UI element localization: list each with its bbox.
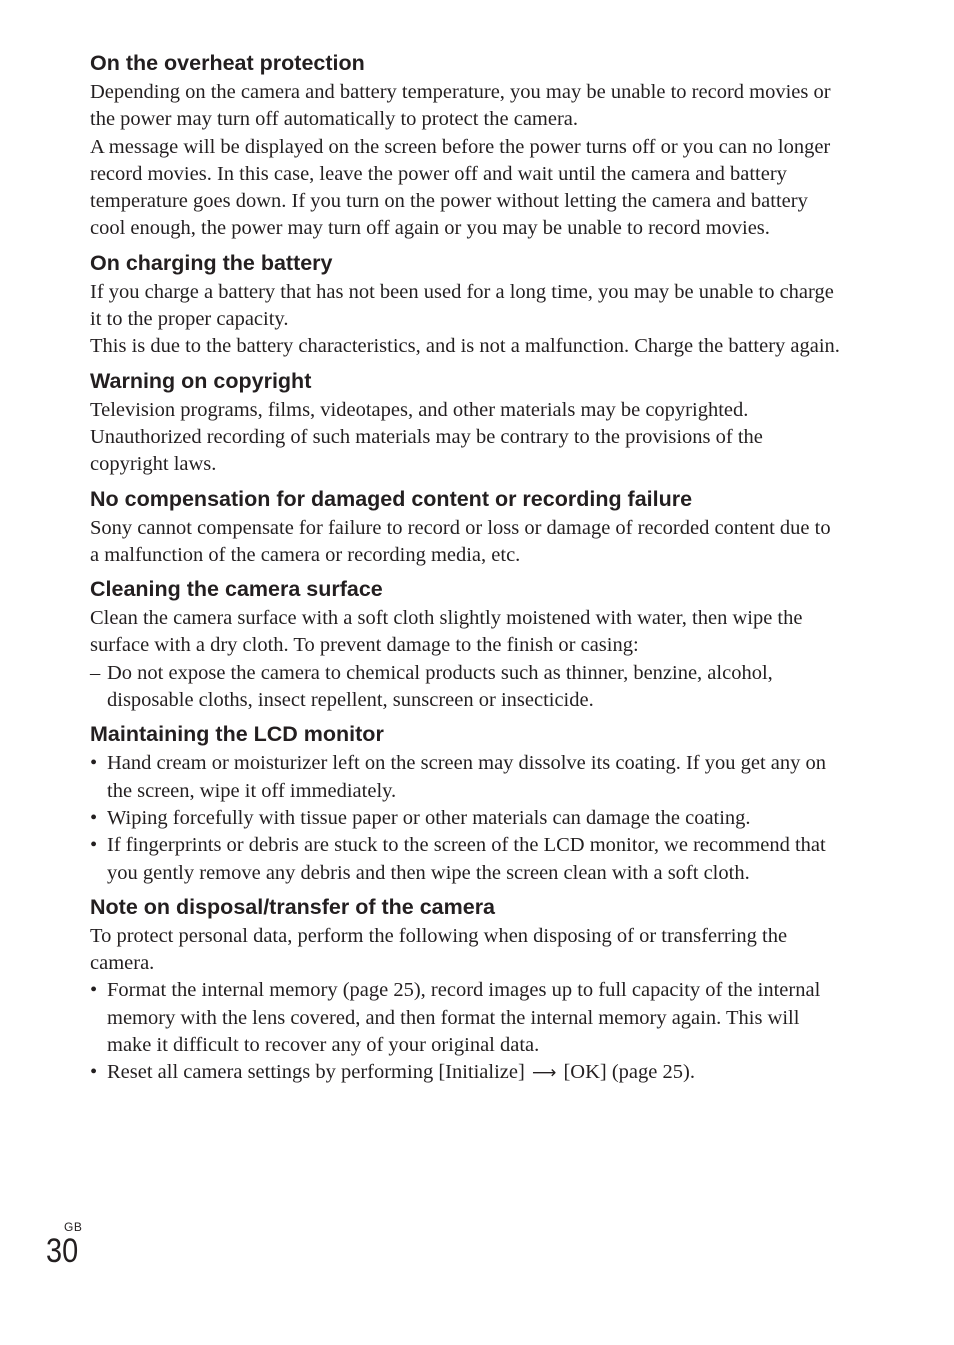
list-item <box>90 832 842 887</box>
list-item-text: Format the internal memory (page 25), record images up to full capacity of the internal memory with the lens covered, and then format the internal memory again. This will make it difficult to recover any of your original data. <box>107 979 821 1057</box>
list-item <box>90 660 842 715</box>
section-overheat-protection <box>90 50 842 243</box>
list-item-text: Reset all camera settings by performing [Initialize] <box>107 1061 525 1084</box>
bullet-list <box>90 977 842 1087</box>
section-cleaning-surface <box>90 576 842 714</box>
dash-marker: – <box>90 661 101 684</box>
dash-list <box>90 660 842 715</box>
paragraph: Television programs, films, videotapes, and other materials may be copyrighted. Unauthorized recording of such materials may be contrary to the provisions of the copyright laws. <box>90 398 763 476</box>
paragraph: This is due to the battery characteristics, and is not a malfunction. Charge the battery again. <box>90 335 840 358</box>
section-heading: No compensation for damaged content or recording failure <box>90 486 693 511</box>
list-item-text: If fingerprints or debris are stuck to the screen of the LCD monitor, we recommend that you gently remove any debris and then wipe the screen clean with a soft cloth. <box>107 834 826 884</box>
list-item <box>90 1059 842 1087</box>
list-item-text: Wiping forcefully with tissue paper or other materials can damage the coating. <box>107 806 751 829</box>
paragraph: Sony cannot compensate for failure to record or loss or damage of recorded content due to a malfunction of the camera or recording media, etc. <box>90 516 831 566</box>
section-heading: Warning on copyright <box>90 368 312 393</box>
page-number: 30 <box>46 1232 79 1270</box>
list-item <box>90 750 842 805</box>
list-item <box>90 805 842 832</box>
section-heading: On the overheat protection <box>90 51 365 75</box>
paragraph: Depending on the camera and battery temperature, you may be unable to record movies or the power may turn off automatically to protect the camera. <box>90 81 831 131</box>
bullet-marker: • <box>90 834 98 857</box>
list-item-text: Hand cream or moisturizer left on the screen may dissolve its coating. If you get any on the screen, wipe it off immediately. <box>107 752 826 802</box>
paragraph: A message will be displayed on the screen before the power turns off or you can no longer record movies. In this case, leave the power off and wait until the camera and battery temperature goes down. If you turn on the power without letting the camera and battery cool enough, the power may turn off again or you may be unable to record movies. <box>90 135 831 240</box>
paragraph: To protect personal data, perform the following when disposing of or transferring the camera. <box>90 924 788 975</box>
arrow-right-icon: ⟶ <box>531 1063 557 1084</box>
page-content <box>90 50 842 1095</box>
list-item-text: [OK] (page 25). <box>563 1061 695 1084</box>
paragraph: Clean the camera surface with a soft cloth slightly moistened with water, then wipe the surface with a dry cloth. To prevent damage to the finish or casing: <box>90 607 803 657</box>
list-item-text: Do not expose the camera to chemical products such as thinner, benzine, alcohol, disposable cloths, insect repellent, sunscreen or insecticide. <box>107 661 773 712</box>
section-lcd-monitor <box>90 721 842 886</box>
bullet-marker: • <box>90 979 98 1002</box>
section-charging-battery <box>90 250 842 361</box>
bullet-marker: • <box>90 1061 98 1084</box>
bullet-marker: • <box>90 806 98 829</box>
section-disposal-transfer <box>90 894 842 1088</box>
section-heading: Cleaning the camera surface <box>90 577 383 602</box>
section-heading: Note on disposal/transfer of the camera <box>90 894 496 919</box>
bullet-list <box>90 750 842 886</box>
bullet-marker: • <box>90 752 98 775</box>
region-label: GB <box>64 1220 83 1234</box>
paragraph: If you charge a battery that has not been used for a long time, you may be unable to charge it to the proper capacity. <box>90 280 834 331</box>
section-heading: On charging the battery <box>90 250 333 275</box>
section-copyright-warning <box>90 368 842 479</box>
section-heading: Maintaining the LCD monitor <box>90 722 384 747</box>
section-no-compensation <box>90 486 842 570</box>
list-item <box>90 977 842 1059</box>
